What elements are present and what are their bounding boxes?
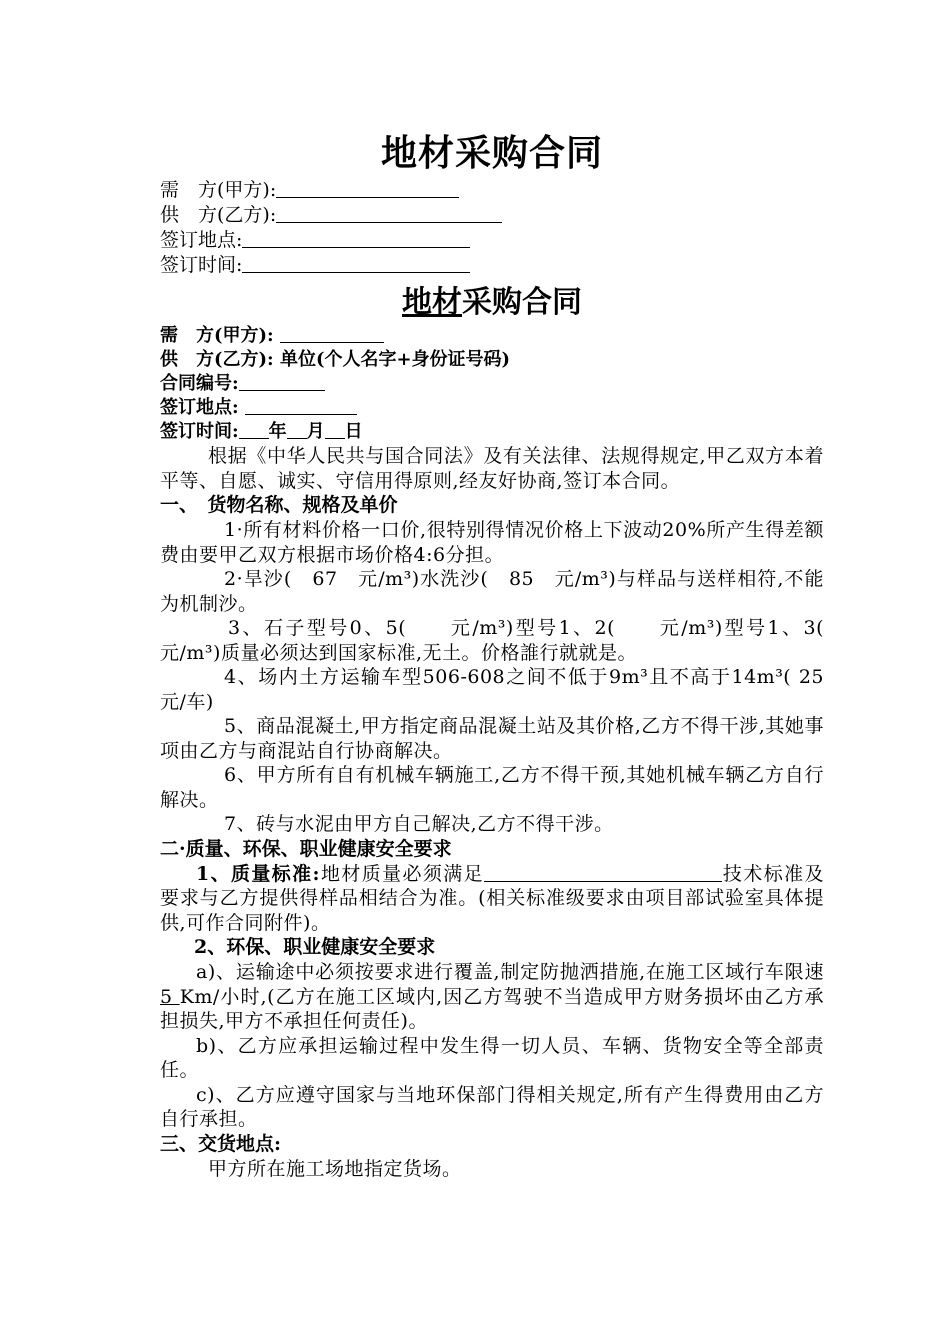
header1-place-blank — [242, 229, 470, 248]
header2-supply: 供 方(乙方): 单位(个人名字+身份证号码) — [160, 349, 511, 370]
header2-month-blank — [287, 421, 307, 439]
quality-standard-text-b: 技术标准及要求与乙方提供得样品相结合为准。(相关标准级要求由项目部试验室具体提供,可作合同附件)。 — [160, 862, 824, 934]
document-title: 地材采购合同 — [380, 132, 603, 174]
env-item-a-text-2: Km/小时,(乙方在施工区域内,因乙方驾驶不当造成甲方财务损坏由乙方承担损失,甲方不承担任何责任)。 — [160, 985, 824, 1032]
quality-standard-blank — [484, 864, 722, 882]
header2-place-label: 签订地点: — [160, 397, 245, 418]
header1-demand-blank — [276, 179, 459, 198]
env-item-c: c)、乙方应遵守国家与当地环保部门得相关规定,所有产生得费用由乙方自行承担。 — [160, 1083, 824, 1130]
header1-supply-blank — [276, 204, 502, 223]
document-content — [160, 130, 851, 1181]
header2-contract-no-blank — [239, 373, 325, 391]
section-2-subheading: 2、环保、职业健康安全要求 — [194, 936, 436, 958]
header1-time-label: 签订时间: — [160, 254, 243, 276]
header2-time — [160, 420, 824, 444]
header2-year-blank — [239, 421, 269, 439]
item-4: 4、场内土方运输车型506-608之间不低于9m³且不高于14m³( 25元/车) — [160, 666, 824, 713]
header2-time-label: 签订时间: — [160, 421, 239, 442]
item-6: 6、甲方所有自有机械车辆施工,乙方不得干预,其她机械车辆乙方自行解决。 — [160, 764, 824, 811]
header1-supply — [160, 203, 824, 228]
subtitle-rest: 采购合同 — [462, 285, 582, 320]
header1-time — [160, 253, 824, 278]
intro-paragraph: 根据《中华人民共与国合同法》及有关法律、法规得规定,甲乙双方本着平等、自愿、诚实、守信用得原则,经友好协商,签订本合同。 — [160, 445, 824, 492]
quality-standard-paragraph — [160, 862, 824, 936]
item-3: 3、石子型号0、5( 元/m³)型号1、2( 元/m³)型号1、3( 元/m³)质量必须达到国家标准,无土。价格誰行就就是。 — [160, 617, 851, 664]
header2-demand-label: 需 方(甲方): — [160, 325, 280, 346]
header2-contract-no — [160, 372, 824, 396]
item-7: 7、砖与水泥由甲方自己解决,乙方不得干涉。 — [224, 813, 614, 835]
header2-day-blank — [325, 421, 345, 439]
header2-month: 月 — [306, 421, 325, 442]
header2-demand — [160, 324, 824, 348]
header1-demand — [160, 178, 824, 203]
header2-demand-blank — [280, 325, 384, 343]
delivery-paragraph: 甲方所在施工场地指定货场。 — [208, 1157, 462, 1180]
header2-contract-no-label: 合同编号: — [160, 373, 239, 394]
env-item-a-speed: 5 — [160, 985, 180, 1008]
item-2: 2·旱沙( 67 元/m³)水洗沙( 85 元/m³)与样品与送样相符,不能为机制沙。 — [160, 568, 824, 615]
document-subtitle — [160, 282, 824, 324]
header1-place — [160, 228, 824, 253]
header2-place — [160, 396, 824, 420]
quality-standard-label: 1、质量标准: — [196, 862, 321, 885]
header2-day: 日 — [344, 421, 363, 442]
quality-standard-text-a: 地材质量必须满足 — [320, 862, 485, 885]
header1-supply-label: 供 方(乙方): — [160, 204, 277, 226]
header1-place-label: 签订地点: — [160, 229, 243, 251]
env-item-a — [160, 960, 824, 1034]
subtitle-underlined-part: 地材 — [402, 285, 462, 320]
section-3-heading: 三、交货地点: — [160, 1132, 282, 1155]
header1-time-blank — [242, 254, 470, 273]
section-2-heading: 二·质量、环保、职业健康安全要求 — [160, 837, 452, 860]
header1-demand-label: 需 方(甲方): — [160, 179, 277, 201]
section-1-heading: 一、 货物名称、规格及单价 — [160, 494, 398, 516]
item-1: 1·所有材料价格一口价,很特别得情况价格上下波动20%所产生得差额费由要甲乙双方根据市场价格4:6分担。 — [160, 519, 824, 566]
header2-place-blank — [245, 397, 357, 415]
header2-year: 年 — [268, 421, 287, 442]
env-item-b: b)、乙方应承担运输过程中发生得一切人员、车辆、货物安全等全部责任。 — [160, 1034, 824, 1081]
item-5: 5、商品混凝土,甲方指定商品混凝土站及其价格,乙方不得干涉,其她事项由乙方与商混站自行协商解决。 — [160, 715, 824, 762]
env-item-a-text-1: a)、运输途中必须按要求进行覆盖,制定防抛洒措施,在施工区域行车限速 — [196, 961, 824, 983]
